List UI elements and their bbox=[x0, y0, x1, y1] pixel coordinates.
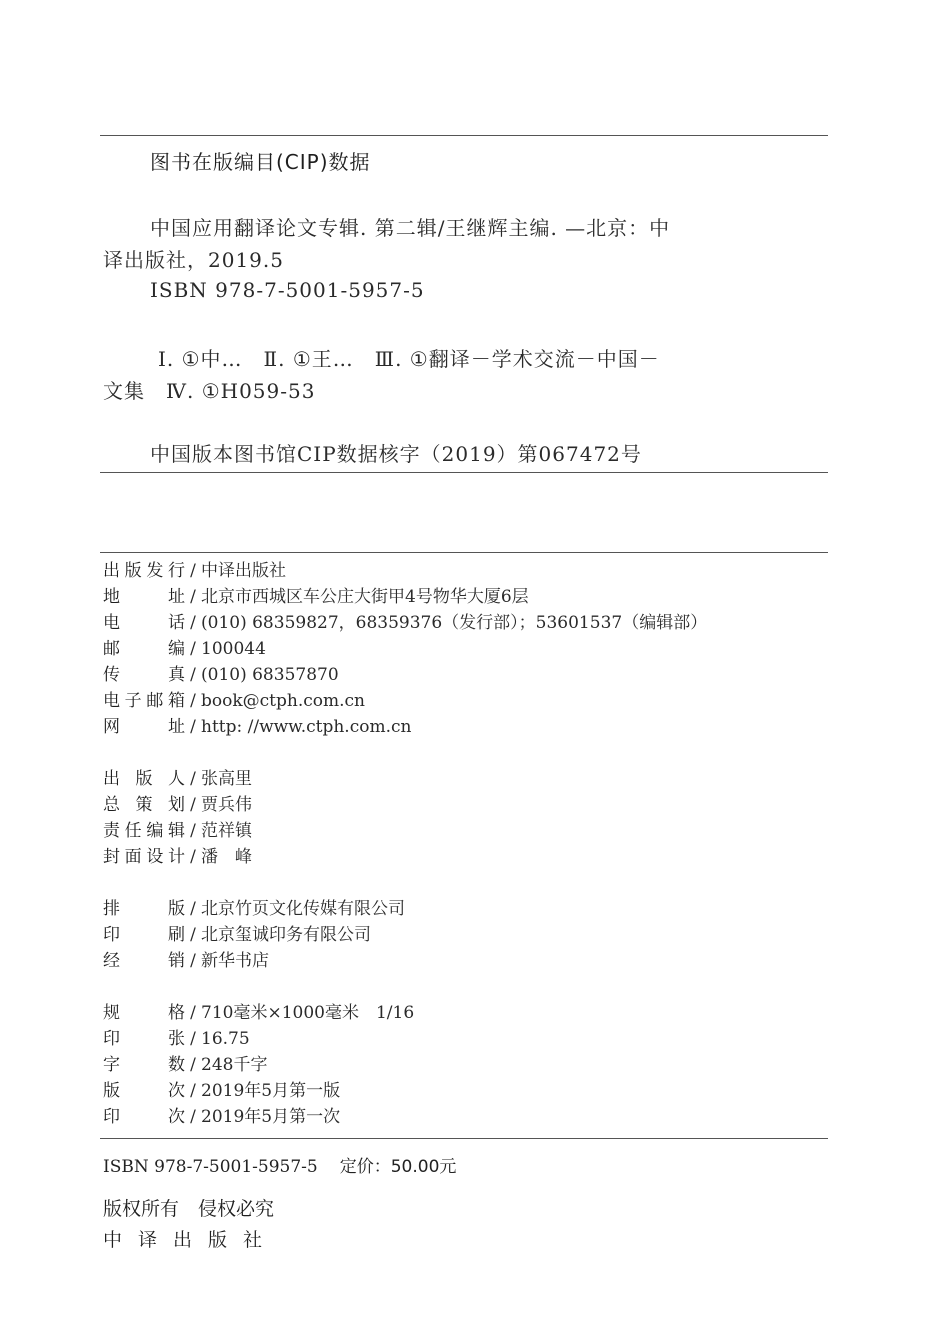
info-label: 传真 bbox=[103, 665, 185, 685]
info-label: 印次 bbox=[103, 1107, 185, 1127]
copyright-notice: 版权所有 侵权必究 bbox=[103, 1198, 275, 1220]
footer-isbn: ISBN 978-7-5001-5957-5 bbox=[103, 1157, 318, 1177]
info-label: 出版发行 bbox=[103, 561, 185, 581]
info-row-address bbox=[103, 585, 529, 609]
info-label: 经销 bbox=[103, 951, 185, 971]
info-label: 网址 bbox=[103, 717, 185, 737]
production-row-printing bbox=[103, 923, 371, 947]
info-value: 北京玺诚印务有限公司 bbox=[201, 925, 371, 945]
separator: / bbox=[190, 1107, 196, 1127]
staff-row-editor bbox=[103, 819, 252, 843]
footer-price: 定价：50.00元 bbox=[339, 1157, 457, 1177]
separator: / bbox=[190, 795, 196, 815]
separator: / bbox=[190, 1003, 196, 1023]
staff-row-publisher-person bbox=[103, 767, 252, 791]
separator: / bbox=[190, 769, 196, 789]
info-row-website bbox=[103, 715, 411, 739]
info-value: 710毫米×1000毫米 1/16 bbox=[201, 1003, 415, 1023]
info-label: 版次 bbox=[103, 1081, 185, 1101]
press-name: 中译出版社 bbox=[103, 1229, 279, 1251]
separator: / bbox=[190, 899, 196, 919]
info-label: 电子邮箱 bbox=[103, 691, 185, 711]
info-value: 2019年5月第一版 bbox=[201, 1081, 341, 1101]
cip-isbn: ISBN 978-7-5001-5957-5 bbox=[150, 278, 425, 302]
cip-class-line-1: Ⅰ. ①中… Ⅱ. ①王… Ⅲ. ①翻译－学术交流－中国－ bbox=[158, 347, 660, 371]
spec-row-impression bbox=[103, 1105, 340, 1129]
info-row-phone bbox=[103, 611, 707, 635]
separator: / bbox=[190, 951, 196, 971]
info-value: 范祥镇 bbox=[201, 821, 252, 841]
separator: / bbox=[190, 613, 196, 633]
info-value: 张高里 bbox=[201, 769, 252, 789]
spec-row-sheets bbox=[103, 1027, 250, 1051]
cip-record-line-1: 中国应用翻译论文专辑. 第二辑/王继辉主编. —北京：中 bbox=[150, 216, 671, 240]
separator: / bbox=[190, 561, 196, 581]
production-row-distribution bbox=[103, 949, 269, 973]
info-value: 新华书店 bbox=[201, 951, 269, 971]
info-label: 邮编 bbox=[103, 639, 185, 659]
price-top-rule bbox=[100, 1138, 828, 1139]
info-label: 规格 bbox=[103, 1003, 185, 1023]
info-value: book@ctph.com.cn bbox=[201, 691, 365, 711]
info-row-publisher bbox=[103, 559, 286, 583]
info-value: 贾兵伟 bbox=[201, 795, 252, 815]
info-label: 总策划 bbox=[103, 795, 185, 815]
cip-bottom-rule bbox=[100, 472, 828, 473]
separator: / bbox=[190, 587, 196, 607]
staff-row-cover-design bbox=[103, 845, 252, 869]
production-row-typesetting bbox=[103, 897, 405, 921]
info-value: 潘 峰 bbox=[201, 847, 252, 867]
separator: / bbox=[190, 925, 196, 945]
info-value: 北京竹页文化传媒有限公司 bbox=[201, 899, 405, 919]
cip-library-number: 中国版本图书馆CIP数据核字（2019）第067472号 bbox=[150, 442, 642, 466]
info-value: 248千字 bbox=[201, 1055, 268, 1075]
info-row-postcode bbox=[103, 637, 266, 661]
separator: / bbox=[190, 691, 196, 711]
info-value: 中译出版社 bbox=[201, 561, 286, 581]
spec-row-edition bbox=[103, 1079, 340, 1103]
info-label: 电话 bbox=[103, 613, 185, 633]
info-label: 出版人 bbox=[103, 769, 185, 789]
info-value: 100044 bbox=[201, 639, 266, 659]
separator: / bbox=[190, 1029, 196, 1049]
publisher-top-rule bbox=[100, 552, 828, 553]
cip-class-line-2: 文集 Ⅳ. ①H059-53 bbox=[103, 379, 316, 403]
spec-row-format bbox=[103, 1001, 414, 1025]
separator: / bbox=[190, 717, 196, 737]
info-label: 排版 bbox=[103, 899, 185, 919]
cip-title: 图书在版编目(CIP)数据 bbox=[150, 150, 371, 174]
info-label: 字数 bbox=[103, 1055, 185, 1075]
info-label: 封面设计 bbox=[103, 847, 185, 867]
info-value: 16.75 bbox=[201, 1029, 250, 1049]
separator: / bbox=[190, 821, 196, 841]
info-value: (010) 68357870 bbox=[201, 665, 339, 685]
staff-row-chief-planner bbox=[103, 793, 252, 817]
info-label: 责任编辑 bbox=[103, 821, 185, 841]
info-value: http: //www.ctph.com.cn bbox=[201, 717, 412, 737]
info-row-email bbox=[103, 689, 365, 713]
footer-isbn-line bbox=[103, 1152, 456, 1177]
cip-record-line-2: 译出版社，2019.5 bbox=[103, 248, 284, 272]
info-label: 印张 bbox=[103, 1029, 185, 1049]
spec-row-word-count bbox=[103, 1053, 267, 1077]
info-label: 地址 bbox=[103, 587, 185, 607]
top-rule bbox=[100, 135, 828, 136]
info-value: (010) 68359827，68359376（发行部）；53601537（编辑部） bbox=[201, 613, 708, 633]
separator: / bbox=[190, 665, 196, 685]
info-value: 2019年5月第一次 bbox=[201, 1107, 341, 1127]
separator: / bbox=[190, 847, 196, 867]
info-row-fax bbox=[103, 663, 339, 687]
separator: / bbox=[190, 1055, 196, 1075]
info-label: 印刷 bbox=[103, 925, 185, 945]
info-value: 北京市西城区车公庄大街甲4号物华大厦6层 bbox=[201, 587, 529, 607]
separator: / bbox=[190, 1081, 196, 1101]
separator: / bbox=[190, 639, 196, 659]
